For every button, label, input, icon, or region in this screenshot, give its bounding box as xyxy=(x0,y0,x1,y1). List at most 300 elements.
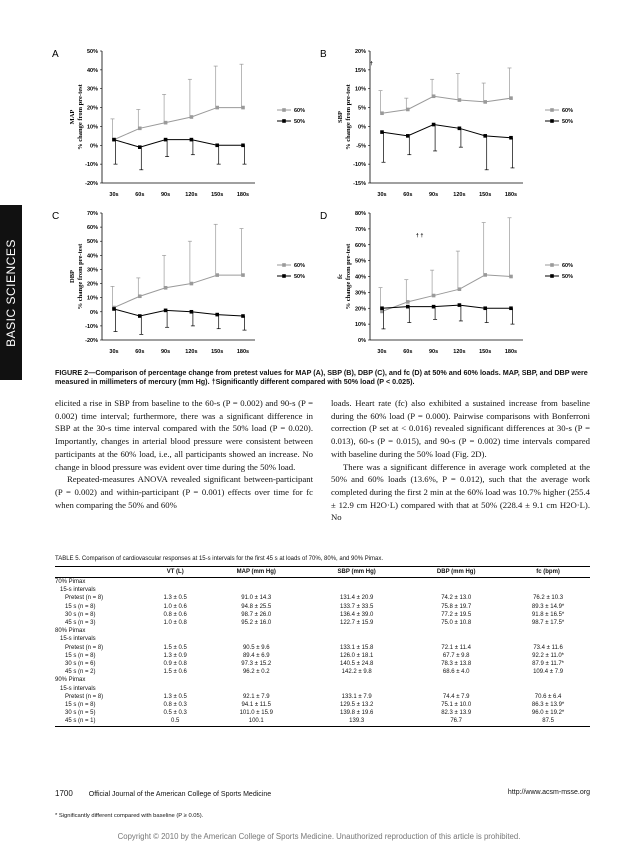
data-point xyxy=(483,134,487,138)
y-axis-label-top: SBP xyxy=(337,111,344,123)
table-cell xyxy=(506,578,590,587)
data-point xyxy=(483,306,487,310)
data-point xyxy=(380,111,384,115)
x-tick-label: 120s xyxy=(185,349,198,355)
y-axis-label xyxy=(337,243,352,309)
data-point xyxy=(458,127,462,131)
table-header-cell: fc (bpm) xyxy=(506,567,590,578)
y-axis-label xyxy=(337,83,352,149)
table-row xyxy=(55,586,590,594)
table-cell: 126.0 ± 18.1 xyxy=(340,652,374,659)
table-cell: 109.4 ± 7.9 xyxy=(533,669,564,676)
chart-a xyxy=(50,45,320,205)
data-point xyxy=(190,115,194,119)
table-note: * Significantly different compared with baseline (P ≥ 0.05). xyxy=(55,813,204,819)
table-cell: 96.0 ± 19.2* xyxy=(531,710,565,717)
y-tick-label: -20% xyxy=(85,181,98,187)
table-cell: 86.3 ± 13.9* xyxy=(531,702,565,709)
x-tick-label: 120s xyxy=(185,192,198,198)
data-point xyxy=(458,287,462,291)
table-cell: 94.8 ± 25.5 xyxy=(241,603,272,610)
table-cell: 95.2 ± 16.0 xyxy=(241,620,272,627)
table-cell: 1.3 ± 0.5 xyxy=(163,595,187,602)
table-header-cell xyxy=(55,567,145,578)
y-tick-label: 50% xyxy=(86,49,98,55)
data-point xyxy=(215,273,219,277)
table-cell: 131.4 ± 20.9 xyxy=(340,595,374,602)
x-tick-label: 120s xyxy=(453,192,466,198)
table-cell xyxy=(145,635,205,643)
x-tick-label: 150s xyxy=(479,192,492,198)
page-footer xyxy=(55,789,590,798)
table-cell: 94.1 ± 11.5 xyxy=(241,702,272,709)
y-tick-label: 20% xyxy=(86,281,98,288)
table-cell xyxy=(506,627,590,635)
y-tick-label: 60% xyxy=(354,242,366,249)
y-tick-label: 80% xyxy=(354,211,366,217)
y-tick-label: 20% xyxy=(86,105,98,112)
y-tick-label: 20% xyxy=(354,306,366,313)
legend-label: 50% xyxy=(294,119,306,125)
y-axis-label-top: fc xyxy=(337,273,344,280)
table-cell xyxy=(205,676,307,684)
table-cell xyxy=(406,635,506,643)
legend-marker xyxy=(282,263,286,267)
y-axis-label-bottom: % change from pre-test xyxy=(345,84,352,150)
table-cell: 140.5 ± 24.8 xyxy=(340,661,374,668)
table-cell: 45 s (n = 2) xyxy=(55,669,96,676)
table-cell: Pretest (n = 8) xyxy=(55,644,104,651)
legend-marker xyxy=(282,119,286,123)
table-row xyxy=(55,627,590,635)
x-tick-label: 60s xyxy=(135,349,145,355)
table-header-cell: SBP (mm Hg) xyxy=(307,567,406,578)
table-cell: 70% Pimax xyxy=(55,579,86,585)
table-row xyxy=(55,693,590,701)
data-point xyxy=(241,314,245,318)
y-tick-label: 0% xyxy=(90,143,98,150)
table-cell: 78.3 ± 13.8 xyxy=(441,661,472,668)
series-line xyxy=(382,96,511,113)
table-cell xyxy=(406,627,506,635)
table-cell xyxy=(205,685,307,693)
table-row xyxy=(55,619,590,627)
x-tick-label: 30s xyxy=(109,349,119,355)
table-cell: 73.4 ± 11.6 xyxy=(533,644,563,651)
chart-c xyxy=(50,207,320,362)
data-point xyxy=(432,94,436,98)
table-row xyxy=(55,603,590,611)
y-tick-label: 0% xyxy=(90,309,98,316)
table-cell: 87.5 xyxy=(506,717,590,726)
table-cell: 30 s (n = 8) xyxy=(55,611,96,618)
table-cell: 72.1 ± 11.4 xyxy=(441,644,471,651)
data-point xyxy=(509,275,513,279)
table-cell: 15 s (n = 8) xyxy=(55,603,96,610)
data-point xyxy=(432,294,436,298)
table-cell: 1.0 ± 0.6 xyxy=(163,603,187,610)
panel-label: A xyxy=(52,49,59,60)
table-cell: 90% Pimax xyxy=(55,677,86,684)
x-tick-label: 60s xyxy=(135,192,145,198)
series-line xyxy=(382,305,511,308)
data-point xyxy=(112,307,116,311)
data-point xyxy=(241,106,245,110)
legend-marker xyxy=(550,119,554,123)
y-tick-label: 20% xyxy=(354,49,366,55)
table-cell: 0.5 xyxy=(145,717,205,726)
x-tick-label: 180s xyxy=(504,349,518,355)
table-cell: 1.5 ± 0.6 xyxy=(163,669,187,676)
copyright-notice: Copyright © 2010 by the American College of Sports Medicine. Unauthorized reproduction of this article is prohibited. xyxy=(117,832,521,841)
x-tick-label: 180s xyxy=(504,192,518,198)
table-cell: 139.8 ± 19.6 xyxy=(340,710,374,717)
table-row xyxy=(55,594,590,602)
table-cell: 80% Pimax xyxy=(55,628,86,635)
table-cell xyxy=(307,627,406,635)
y-tick-label: 70% xyxy=(86,211,98,217)
table-cell: 74.4 ± 7.9 xyxy=(442,693,470,700)
data-point xyxy=(138,314,142,318)
table-row xyxy=(55,611,590,619)
table-cell: 133.1 ± 15.8 xyxy=(340,644,374,651)
x-tick-label: 60s xyxy=(403,192,413,198)
table-cell: 0.5 ± 0.3 xyxy=(163,710,187,717)
table-cell xyxy=(506,685,590,693)
table-cell: 101.0 ± 15.9 xyxy=(239,710,273,717)
table-cell: 92.1 ± 7.9 xyxy=(242,693,270,700)
table-cell: Pretest (n = 8) xyxy=(55,595,104,602)
figure-panel-c xyxy=(50,207,320,367)
data-point xyxy=(432,123,436,127)
legend-label: 60% xyxy=(562,263,574,269)
table-cell: 92.2 ± 11.0* xyxy=(532,652,565,659)
table-cell: 89.3 ± 14.9* xyxy=(531,603,565,610)
table-cell: 0.8 ± 0.3 xyxy=(163,702,187,709)
table-cell: 45 s (n = 1) xyxy=(55,717,145,726)
table-cell: 15-s intervals xyxy=(55,636,96,643)
x-tick-label: 150s xyxy=(479,349,492,355)
y-axis-label-top: DBP xyxy=(69,270,76,283)
table-cell: 136.4 ± 39.0 xyxy=(340,611,374,618)
y-tick-label: 30% xyxy=(86,267,98,274)
table-row xyxy=(55,578,590,587)
significance-marker: † xyxy=(370,61,374,67)
table-cell xyxy=(307,578,406,587)
x-tick-label: 180s xyxy=(236,192,250,198)
table-header-cell: MAP (mm Hg) xyxy=(205,567,307,578)
x-tick-label: 180s xyxy=(236,349,250,355)
table-cell xyxy=(145,578,205,587)
data-point xyxy=(406,300,410,304)
table-row xyxy=(55,652,590,660)
table-cell: 133.1 ± 7.9 xyxy=(341,693,372,700)
table-row xyxy=(55,685,590,693)
table-cell: 45 s (n = 3) xyxy=(55,620,96,627)
table-5 xyxy=(55,566,590,727)
x-tick-label: 30s xyxy=(109,192,119,198)
x-tick-label: 30s xyxy=(377,349,387,355)
data-point xyxy=(164,121,168,125)
panel-label: C xyxy=(52,211,60,222)
table-cell: 15-s intervals xyxy=(55,587,96,594)
y-tick-label: 0% xyxy=(358,124,366,131)
data-point xyxy=(164,138,168,142)
y-tick-label: -15% xyxy=(353,181,366,187)
y-tick-label: -5% xyxy=(356,143,366,150)
table-cell xyxy=(406,676,506,684)
table-cell: 30 s (n = 6) xyxy=(55,661,96,668)
legend-marker xyxy=(550,263,554,267)
data-point xyxy=(241,273,245,277)
x-tick-label: 120s xyxy=(453,349,466,355)
table-row xyxy=(55,668,590,676)
legend-label: 50% xyxy=(562,119,574,125)
legend-label: 50% xyxy=(294,274,306,280)
data-point xyxy=(138,145,142,149)
x-tick-label: 90s xyxy=(161,192,171,198)
table-cell xyxy=(145,676,205,684)
y-axis-label xyxy=(69,243,84,309)
panel-label: B xyxy=(320,49,327,60)
series-line xyxy=(382,125,511,138)
y-tick-label: 50% xyxy=(354,258,366,265)
data-point xyxy=(406,134,410,138)
data-point xyxy=(380,130,384,134)
table-cell xyxy=(406,586,506,594)
table-cell: 98.7 ± 17.5* xyxy=(531,620,565,627)
table-header-cell: DBP (mm Hg) xyxy=(406,567,506,578)
data-point xyxy=(138,127,142,131)
table-cell xyxy=(307,676,406,684)
y-axis-label-bottom: % change from pre-test xyxy=(77,243,84,310)
table-cell: 96.2 ± 0.2 xyxy=(242,669,270,676)
table-cell xyxy=(506,586,590,594)
legend-marker xyxy=(550,108,554,112)
data-point xyxy=(190,282,194,286)
table-cell xyxy=(205,586,307,594)
table-cell: 91.0 ± 14.3 xyxy=(241,595,272,602)
table-row xyxy=(55,635,590,643)
data-point xyxy=(164,286,168,290)
table-title: TABLE 5. Comparison of cardiovascular responses at 15-s intervals for the first 45 s at loads of 70%, 80%, and 90% Pimax. xyxy=(55,556,384,562)
x-tick-label: 150s xyxy=(211,192,224,198)
data-point xyxy=(215,143,219,147)
table-cell: 70.6 ± 6.4 xyxy=(534,693,562,700)
body-right-column xyxy=(331,397,590,524)
data-point xyxy=(190,310,194,314)
table-cell: 77.2 ± 19.5 xyxy=(441,611,472,618)
table-cell xyxy=(307,685,406,693)
y-axis-label xyxy=(69,83,84,149)
figure-panel-a xyxy=(50,45,320,210)
table-row xyxy=(55,701,590,709)
table-cell xyxy=(506,635,590,643)
table-cell xyxy=(205,635,307,643)
y-axis-label-bottom: % change from pre-test xyxy=(77,84,84,150)
table-cell: 122.7 ± 15.9 xyxy=(340,620,374,627)
table-cell: 89.4 ± 6.9 xyxy=(242,652,270,659)
table-cell: 98.7 ± 26.0 xyxy=(241,611,272,618)
table-cell xyxy=(205,578,307,587)
y-tick-label: 40% xyxy=(86,253,98,260)
y-tick-label: 30% xyxy=(354,290,366,297)
data-point xyxy=(509,306,513,310)
section-sidebar xyxy=(0,205,22,380)
y-tick-label: -10% xyxy=(85,323,98,330)
figure-panel-d xyxy=(318,207,588,367)
data-point xyxy=(483,273,487,277)
table-cell xyxy=(307,586,406,594)
data-point xyxy=(509,136,513,140)
table-cell: 97.3 ± 15.2 xyxy=(241,661,272,668)
data-point xyxy=(380,306,384,310)
y-axis-label-top: MAP xyxy=(69,109,76,125)
y-tick-label: 60% xyxy=(86,225,98,232)
table-cell: 74.2 ± 13.0 xyxy=(441,595,472,602)
y-tick-label: 10% xyxy=(354,86,366,93)
table-row xyxy=(55,709,590,717)
table-cell xyxy=(406,578,506,587)
chart-b xyxy=(318,45,588,205)
data-point xyxy=(215,313,219,317)
data-point xyxy=(458,303,462,307)
panel-label: D xyxy=(320,211,328,222)
y-tick-label: -10% xyxy=(353,162,366,169)
y-tick-label: 30% xyxy=(86,86,98,93)
series-line xyxy=(114,140,243,148)
table-cell: 0.9 ± 0.8 xyxy=(163,661,187,668)
table-cell xyxy=(307,635,406,643)
x-tick-label: 90s xyxy=(161,349,171,355)
chart-d xyxy=(318,207,588,362)
table-row xyxy=(55,644,590,652)
table-cell: 75.0 ± 10.8 xyxy=(441,620,472,627)
body-paragraph: loads. Heart rate (fc) also exhibited a sustained increase from baseline during the 60% load (P = 0.000). Pairwise comparisons with Bonferroni correction (P set at < 0.016) revealed significant differences at 30-s (P = 0.013), 60-s (P = 0.015), and 90-s (P = 0.002) time intervals compared with baseline during the 50% load (Fig. 2D). xyxy=(331,398,590,459)
y-tick-label: 5% xyxy=(358,105,366,112)
page-number: 1700 xyxy=(55,789,73,798)
table-cell: 75.1 ± 10.0 xyxy=(441,702,472,709)
body-paragraph: There was a significant difference in average work completed at the 50% and 60% loads (13.6%, P = 0.012), such that the average work completed during the first 2 min at the 60% load was 10.7% higher (255.4 ± 12.9 cm H2O·L) compared with that at 50% (228.4 ± 9.1 cm H2O·L). No xyxy=(331,461,590,523)
table-cell: 100.1 xyxy=(205,717,307,726)
table-cell: 90.5 ± 9.6 xyxy=(242,644,270,651)
legend-label: 50% xyxy=(562,274,574,280)
legend-label: 60% xyxy=(294,108,306,114)
table-cell: 15-s intervals xyxy=(55,685,96,692)
significance-marker: † † xyxy=(415,232,424,239)
table-cell: 1.0 ± 0.8 xyxy=(163,620,187,627)
body-left-column xyxy=(55,397,313,511)
table-cell: 1.3 ± 0.9 xyxy=(163,652,187,659)
series-line xyxy=(114,108,243,140)
table-cell: 129.5 ± 13.2 xyxy=(340,702,374,709)
table-row xyxy=(55,660,590,668)
table-cell: 76.7 xyxy=(406,717,506,726)
x-tick-label: 150s xyxy=(211,349,224,355)
table-cell xyxy=(406,685,506,693)
journal-name: Official Journal of the American College of Sports Medicine xyxy=(88,791,272,798)
table-cell: 75.8 ± 19.7 xyxy=(441,603,472,610)
table-cell: 30 s (n = 5) xyxy=(55,710,96,717)
table-cell: 91.8 ± 16.5* xyxy=(531,611,565,618)
y-tick-label: 10% xyxy=(86,124,98,131)
table-cell xyxy=(205,627,307,635)
data-point xyxy=(112,138,116,142)
table-cell: 67.7 ± 9.8 xyxy=(442,652,470,659)
y-tick-label: 10% xyxy=(86,295,98,302)
y-tick-label: 0% xyxy=(358,338,366,344)
y-tick-label: 15% xyxy=(354,67,366,74)
data-point xyxy=(138,294,142,298)
data-point xyxy=(215,106,219,110)
body-paragraph: Repeated-measures ANOVA revealed significant between-participant (P = 0.002) and within-participant (P = 0.001) effects over time for fc when comparing the 50% and 60% xyxy=(55,474,313,510)
table-row xyxy=(55,717,590,726)
y-axis-label-bottom: % change from pre-test xyxy=(345,243,352,310)
x-tick-label: 30s xyxy=(377,192,387,198)
data-point xyxy=(190,138,194,142)
data-point xyxy=(509,96,513,100)
data-point xyxy=(458,98,462,102)
data-point xyxy=(406,108,410,112)
legend-marker xyxy=(282,108,286,112)
series-line xyxy=(114,309,243,316)
x-tick-label: 90s xyxy=(429,349,439,355)
data-point xyxy=(483,100,487,104)
x-tick-label: 60s xyxy=(403,349,413,355)
data-point xyxy=(241,143,245,147)
figure-panel-b xyxy=(318,45,588,210)
y-tick-label: 40% xyxy=(86,67,98,74)
table-header-cell: VT (L) xyxy=(145,567,205,578)
legend-label: 60% xyxy=(562,108,574,114)
table-cell: Pretest (n = 8) xyxy=(55,693,104,700)
table-cell: 139.3 xyxy=(307,717,406,726)
table-cell: 15 s (n = 8) xyxy=(55,702,96,709)
table-cell xyxy=(145,627,205,635)
body-paragraph: elicited a rise in SBP from baseline to the 60-s (P = 0.002) and 90-s (P = 0.002) time interval; furthermore, there was a significant difference in SBP at the 30-s time interval compared with the 50% load (P = 0.020). Importantly, changes in arterial blood pressure were consistent between participants at the 60% load, i.e., all participants showed an increase. No change in blood pressure was evident over time during the 50% load. xyxy=(55,398,313,472)
table-row xyxy=(55,676,590,684)
table-cell: 1.5 ± 0.5 xyxy=(163,644,187,651)
y-tick-label: 10% xyxy=(354,322,366,329)
table-cell xyxy=(506,676,590,684)
data-point xyxy=(406,305,410,309)
table-cell: 1.3 ± 0.5 xyxy=(163,693,187,700)
y-tick-label: -10% xyxy=(85,162,98,169)
legend-marker xyxy=(282,274,286,278)
table-cell: 68.6 ± 4.0 xyxy=(442,669,470,676)
data-point xyxy=(164,309,168,313)
table-cell: 133.7 ± 33.5 xyxy=(340,603,374,610)
journal-url[interactable]: http://www.acsm-msse.org xyxy=(507,789,590,796)
data-point xyxy=(432,305,436,309)
y-tick-label: 40% xyxy=(354,274,366,281)
y-tick-label: 70% xyxy=(354,226,366,233)
x-tick-label: 90s xyxy=(429,192,439,198)
table-cell xyxy=(145,685,205,693)
section-sidebar-label: BASIC SCIENCES xyxy=(4,238,18,347)
legend-marker xyxy=(550,274,554,278)
table-cell: 0.8 ± 0.6 xyxy=(163,611,187,618)
table-cell: 15 s (n = 8) xyxy=(55,652,96,659)
series-line xyxy=(114,275,243,307)
figure-caption: FIGURE 2—Comparison of percentage change from pretest values for MAP (A), SBP (B), DBP (C), and fc (D) at 50% and 60% loads. MAP, SBP, and DBP were measured in millimeters of mercury (mm Hg). †Significantly different compared with 50% load (P < 0.025). xyxy=(55,368,588,386)
table-cell: 82.3 ± 13.9 xyxy=(441,710,472,717)
legend-label: 60% xyxy=(294,263,306,269)
table-cell xyxy=(145,586,205,594)
table-cell: 76.2 ± 10.3 xyxy=(533,595,564,602)
table-cell: 87.9 ± 11.7* xyxy=(532,661,565,668)
y-tick-label: -20% xyxy=(85,338,98,344)
